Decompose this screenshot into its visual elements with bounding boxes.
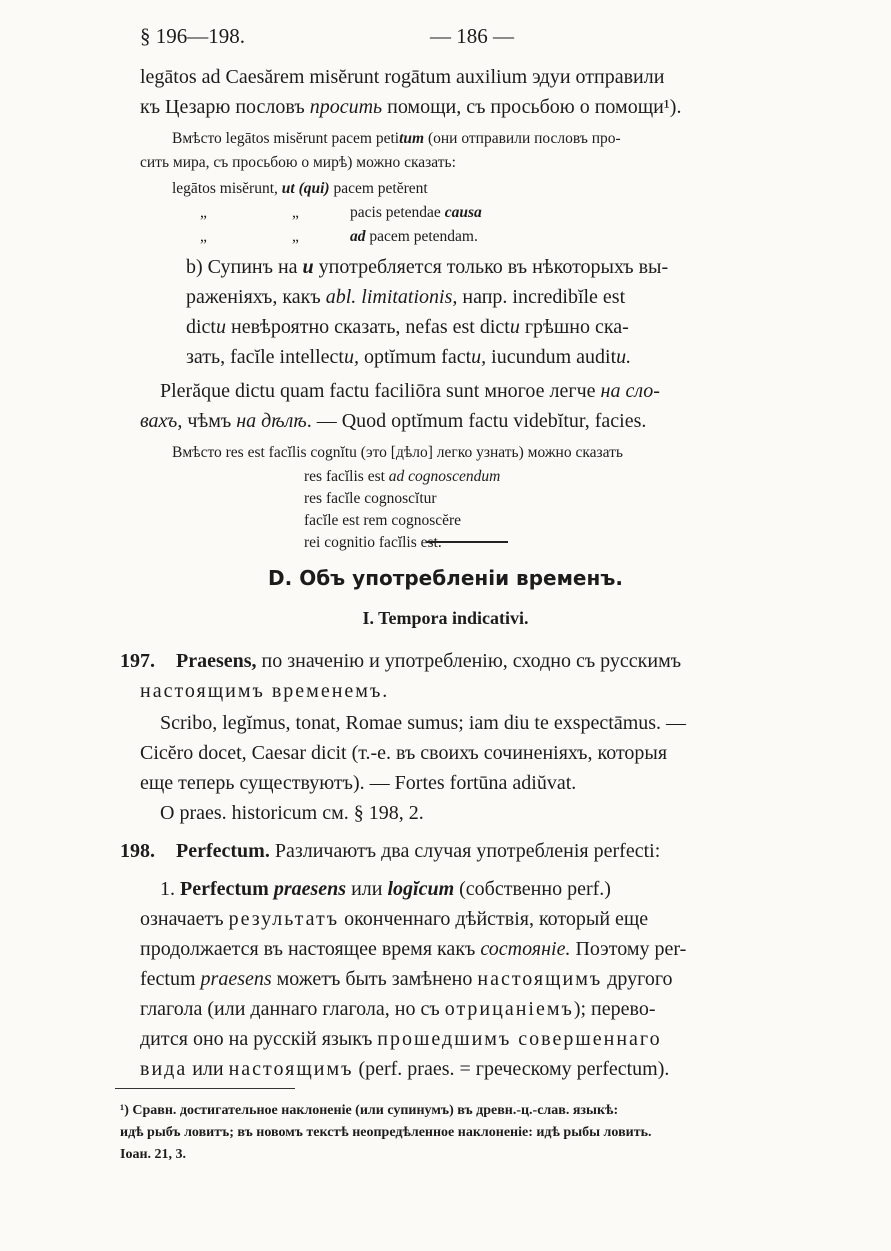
text-line — [186, 252, 668, 282]
text-line — [160, 376, 660, 406]
text-span: ad cognoscendum — [388, 468, 501, 485]
note-line: res facĭle cognoscĭtur — [304, 490, 437, 507]
paragraph-197-line — [120, 646, 155, 676]
text-span: дится оно на русскій языкъ — [140, 1028, 378, 1050]
text-line — [140, 1024, 662, 1054]
text-span: на сло- — [600, 380, 660, 402]
text-span: pacem petĕrent — [329, 180, 428, 197]
text-span: Perfectum. — [176, 840, 270, 862]
note-line — [350, 224, 478, 250]
text-span: abl. limitationis, — [325, 286, 458, 308]
note-line — [172, 126, 621, 152]
text-span: dict — [186, 316, 216, 338]
text-line — [186, 342, 631, 372]
text-span: къ Цезарю пословъ — [140, 96, 310, 118]
section-divider — [426, 541, 508, 543]
text-span: помощи, съ просьбою о помощи¹). — [382, 96, 682, 118]
text-line: Scribo, legĭmus, tonat, Romae sumus; iam diu te exspectāmus. — — [160, 712, 687, 734]
text-span: Поэтому per- — [570, 938, 687, 960]
text-span: или — [346, 878, 388, 900]
section-range: § 196—198. — [140, 24, 245, 48]
text-span: logĭcum — [387, 878, 455, 900]
text-span: просить — [309, 96, 383, 118]
text-span: Perfectum — [180, 878, 269, 900]
text-span: сить мира, съ просьбою о мирѣ) можно сказать: — [140, 154, 456, 171]
text-line: О praes. historicum см. § 198, 2. — [160, 802, 424, 824]
text-span: (собственно perf.) — [454, 878, 611, 900]
text-line: еще теперь существуютъ). — Fortes fortūna adiŭvat. — [140, 772, 577, 794]
text-span: зать, facĭle intellect — [186, 346, 344, 368]
text-span: (они отправили пословъ про- — [424, 130, 621, 147]
text-span: optĭmum fact — [358, 346, 472, 368]
text-span: можетъ быть замѣнено — [271, 968, 478, 990]
text-span: Praesens, — [176, 650, 257, 672]
note-line: facĭle est rem cognoscĕre — [304, 512, 462, 529]
text-line — [140, 964, 673, 994]
section-title: D. Объ употребленіи временъ. — [268, 566, 623, 590]
text-span: настоящимъ — [228, 1058, 354, 1080]
text-span: отрицаніемъ — [444, 998, 574, 1020]
text-span: грѣшно ска- — [519, 316, 629, 338]
text-line — [176, 646, 681, 676]
text-span: невѣроятно сказать, nefas est dict — [226, 316, 510, 338]
text-span: , чѣмъ — [177, 410, 237, 432]
text-line — [186, 282, 625, 312]
text-span: . — Quod optĭmum factu videbĭtur, facies. — [306, 410, 647, 432]
text-line — [160, 874, 611, 904]
text-span: или — [187, 1058, 229, 1080]
text-span: на дѣлѣ — [236, 410, 307, 432]
text-line — [140, 904, 648, 934]
text-span: 1. — [160, 878, 180, 900]
text-line — [186, 312, 629, 342]
text-span: Plerăque dictu quam factu faciliōra sunt многое легче — [160, 380, 601, 402]
note-line — [172, 440, 623, 466]
text-line: настоящимъ временемъ. — [140, 680, 390, 702]
text-line — [140, 62, 664, 92]
text-span: u — [216, 316, 226, 338]
text-span: pacis petendae — [350, 204, 445, 221]
text-line — [140, 92, 681, 122]
text-span: legātos ad Caesărem misĕrunt rogātum auxilium эдуи отправили — [140, 66, 665, 88]
ditto-mark: „ — [200, 228, 207, 245]
text-span: fectum — [140, 968, 201, 990]
text-span: ); перево- — [573, 998, 656, 1020]
text-span: praesens — [200, 968, 272, 990]
text-span: употребляется только въ нѣкоторыхъ вы- — [313, 256, 669, 278]
text-span: Вмѣсто res est facĭlis cognĭtu (это [дѣло] легко узнать) можно сказать — [172, 444, 623, 461]
text-span: u, — [343, 346, 359, 368]
text-span: u — [302, 256, 314, 278]
text-span: iucundum audit — [486, 346, 617, 368]
text-span: Различаютъ два случая употребленія perfecti: — [269, 840, 661, 862]
ditto-mark: „ — [292, 228, 299, 245]
text-line — [140, 406, 646, 436]
text-span: tum — [399, 130, 425, 147]
text-span: вида — [140, 1058, 188, 1080]
text-line — [140, 1054, 669, 1084]
text-span: результатъ — [228, 908, 340, 930]
text-span: u — [509, 316, 520, 338]
text-span: настоящимъ — [477, 968, 603, 990]
text-span: ut (qui) — [281, 180, 330, 197]
text-span: напр. incredibĭle est — [457, 286, 626, 308]
text-span: по значенію и употребленію, сходно съ русскимъ — [256, 650, 682, 672]
paragraph-number: 197. — [120, 650, 155, 672]
note-line — [172, 176, 428, 202]
note-line — [350, 200, 482, 226]
note-line: rei cognitio facĭlis est. — [304, 534, 442, 551]
note-line — [140, 150, 456, 176]
footnote-line: Іоан. 21, 3. — [120, 1147, 187, 1162]
text-span: ad — [350, 228, 366, 245]
text-span: раженіяхъ, какъ — [186, 286, 326, 308]
text-span: Вмѣсто legātos misĕrunt pacem peti — [172, 130, 400, 147]
text-span: causa — [444, 204, 482, 221]
footnote-line: ¹) Сравн. достигательное наклоненіе (или супинумъ) въ древн.-ц.-слав. языкѣ: — [120, 1103, 619, 1118]
text-span: продолжается въ настоящее время какъ — [140, 938, 481, 960]
section-subtitle: I. Tempora indicativi. — [362, 608, 529, 628]
footnote-divider — [115, 1088, 295, 1089]
text-span: другого — [602, 968, 673, 990]
ditto-mark: „ — [200, 204, 207, 221]
page-number: — 186 — — [430, 24, 514, 48]
text-line — [176, 836, 660, 866]
text-span: praesens — [268, 878, 347, 900]
footnote-line: идѣ рыбъ ловитъ; въ новомъ текстѣ неопредѣленное наклоненіе: идѣ рыбы ловить. — [120, 1125, 652, 1140]
text-line: Cicĕro docet, Caesar dicit (т.-е. въ своихъ сочиненіяхъ, которыя — [140, 742, 668, 764]
text-span: глагола (или даннаго глагола, но съ — [140, 998, 445, 1020]
text-span: состояніе. — [480, 938, 571, 960]
text-span: b) Супинъ на — [186, 256, 303, 278]
text-span: прошедшимъ совершеннаго — [377, 1028, 662, 1050]
text-span: оконченнаго дѣйствія, который еще — [339, 908, 649, 930]
paragraph-198-line — [120, 836, 155, 866]
ditto-mark: „ — [292, 204, 299, 221]
paragraph-number: 198. — [120, 840, 155, 862]
text-span: вахъ — [140, 410, 178, 432]
text-span: pacem petendam. — [365, 228, 478, 245]
text-span: (perf. praes. = греческому perfectum). — [353, 1058, 670, 1080]
text-span: означаетъ — [140, 908, 229, 930]
text-span: u, — [471, 346, 487, 368]
text-span: res facĭlis est — [304, 468, 389, 485]
text-span: u. — [616, 346, 632, 368]
text-span: legātos misĕrunt, — [172, 180, 282, 197]
text-line — [140, 934, 686, 964]
text-line — [140, 994, 655, 1024]
